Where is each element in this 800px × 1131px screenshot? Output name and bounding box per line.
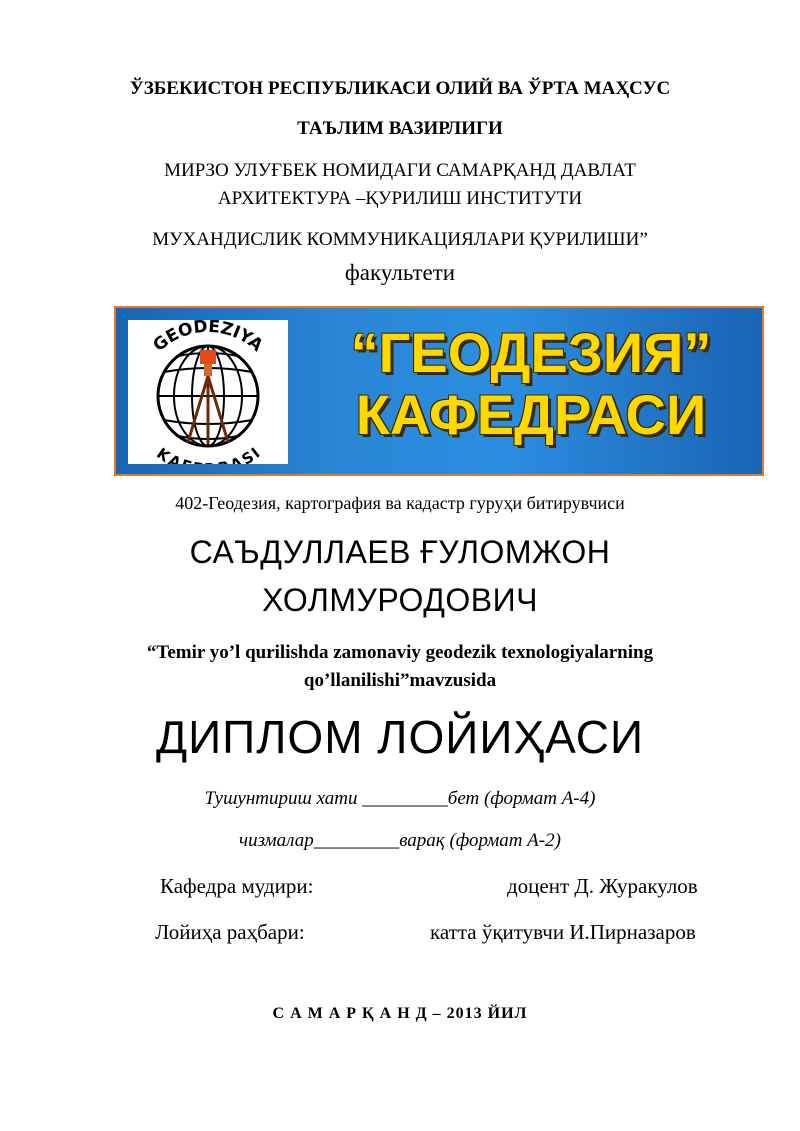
supervisor-label: Лойиҳа раҳбари:	[155, 920, 305, 944]
format-line-2: чизмалар_________варақ (формат А-2)	[239, 830, 561, 851]
topic-line-2: qo’llanilishi”mavzusida	[303, 670, 497, 691]
supervisor-name: катта ўқитувчи И.Пирназаров	[430, 920, 696, 944]
student-name-line-1: САЪДУЛЛАЕВ ҒУЛОМЖОН	[189, 534, 611, 570]
institute-line-1: МИРЗО УЛУҒБЕК НОМИДАГИ САМАРҚАНД ДАВЛАТ	[164, 160, 636, 181]
student-name-line-2: ХОЛМУРОДОВИЧ	[262, 582, 538, 618]
banner-title	[306, 322, 756, 446]
logo-text-top: GEODEZIYA	[149, 320, 267, 356]
head-of-department-name: доцент Д. Журакулов	[507, 874, 698, 898]
city-year: С А М А Р Қ А Н Д – 2013 ЙИЛ	[272, 1005, 528, 1022]
format-line-1: Тушунтириш хати _________бет (формат А-4)	[204, 788, 596, 809]
banner-title-line-1: “ГЕОДЕЗИЯ”	[350, 321, 712, 384]
ministry-line-1: ЎЗБЕКИСТОН РЕСПУБЛИКАСИ ОЛИЙ ВА ЎРТА МАҲСУС	[129, 78, 671, 99]
topic-line-1: “Temir yo’l qurilishda zamonaviy geodezik texnologiyalarning	[146, 642, 654, 663]
logo-text-bottom: KA ASI	[153, 444, 264, 464]
institute-line-2: АРХИТЕКТУРА –ҚУРИЛИШ ИНСТИТУТИ	[217, 188, 583, 209]
faculty-line-2: факультети	[344, 260, 456, 285]
ministry-line-2: ТАЪЛИМ ВАЗИРЛИГИ	[297, 118, 503, 139]
globe-theodolite-icon	[128, 320, 288, 464]
department-logo	[128, 320, 288, 464]
group-line: 402-Геодезия, картография ва кадастр гуруҳи битирувчиси	[175, 493, 625, 513]
department-banner	[114, 306, 764, 476]
faculty-line-1: МУХАНДИСЛИК КОММУНИКАЦИЯЛАРИ ҚУРИЛИШИ”	[152, 229, 648, 250]
head-of-department-label: Кафедра мудири:	[160, 874, 314, 898]
banner-title-line-2: КАФЕДРАСИ	[355, 383, 707, 446]
document-title: ДИПЛОМ ЛОЙИҲАСИ	[155, 711, 645, 763]
